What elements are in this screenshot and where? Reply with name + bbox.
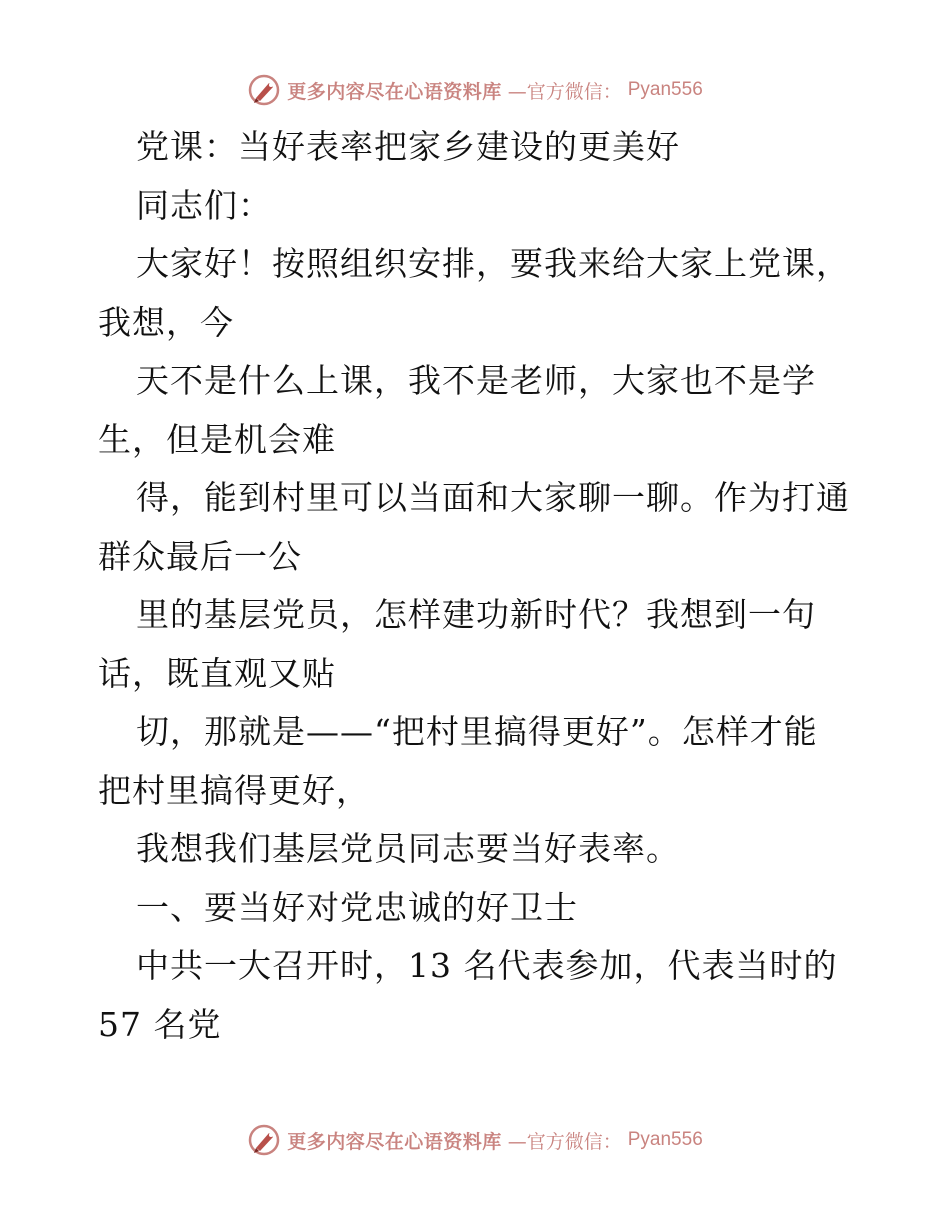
text-line: 天不是什么上课，我不是老师，大家也不是学 [136, 361, 816, 400]
header-watermark [0, 70, 950, 110]
text-line: 得，能到村里可以当面和大家聊一聊。作为打通 [136, 478, 850, 517]
pen-logo-icon [247, 73, 281, 107]
document-body [98, 118, 858, 1054]
pen-logo-icon [247, 1123, 281, 1157]
text-line: 生，但是机会难 [98, 419, 336, 459]
watermark-separator: —官方微信： [507, 80, 622, 103]
text-line: 里的基层党员，怎样建功新时代？我想到一句 [136, 595, 816, 634]
text-line: 话，既直观又贴 [98, 653, 336, 693]
text-line: 切，那就是——“把村里搞得更好”。怎样才能 [136, 712, 818, 751]
watermark-wechat-id: Pyan556 [627, 79, 703, 100]
text-line: 把村里搞得更好， [98, 770, 370, 810]
salutation: 同志们： [136, 185, 272, 225]
text-line: 中共一大召开时，13 名代表参加，代表当时的 [136, 946, 838, 985]
text-line: 57 名党 [98, 1004, 222, 1044]
footer-watermark [0, 1120, 950, 1160]
watermark-text: 更多内容尽在心语资料库 [287, 1130, 502, 1153]
watermark-separator: —官方微信： [507, 1130, 622, 1153]
text-line: 群众最后一公 [98, 536, 302, 576]
section-heading: 一、要当好对党忠诚的好卫士 [136, 887, 578, 927]
watermark-wechat-id: Pyan556 [627, 1129, 703, 1150]
text-line: 我想，今 [98, 302, 234, 342]
text-line: 大家好！按照组织安排，要我来给大家上党课， [136, 244, 850, 283]
watermark-text: 更多内容尽在心语资料库 [287, 80, 502, 103]
document-title: 党课：当好表率把家乡建设的更美好 [136, 127, 680, 166]
text-line: 我想我们基层党员同志要当好表率。 [136, 829, 680, 868]
